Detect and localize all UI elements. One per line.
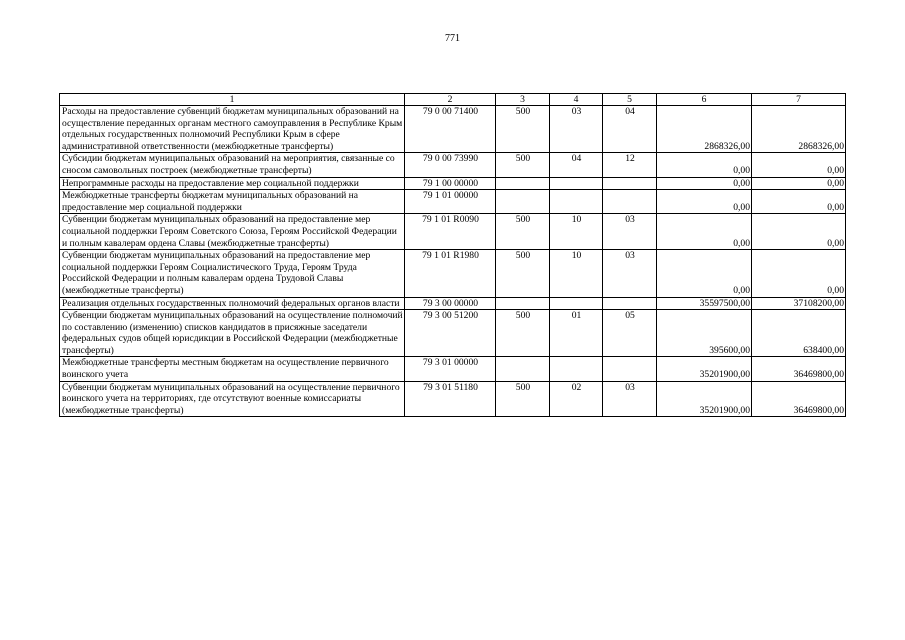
row-description: Субвенции бюджетам муниципальных образований на осуществление полномочий по составлению (изменению) списков кандидатов в присяжные заседатели федеральных судов общей юрисдикции в Российской Федерации (межбюджетные трансферты) — [60, 310, 405, 357]
table-row — [60, 310, 846, 357]
row-amount-year-2: 0,00 — [752, 214, 846, 250]
row-section: 10 — [550, 250, 603, 297]
row-amount-year-1: 0,00 — [657, 250, 752, 297]
row-description: Межбюджетные трансферты бюджетам муниципальных образований на предоставление мер социальной поддержки — [60, 190, 405, 214]
row-amount-year-2: 2868326,00 — [752, 106, 846, 153]
row-amount-year-1: 0,00 — [657, 153, 752, 177]
row-expense-type: 500 — [496, 214, 550, 250]
row-amount-year-2: 37108200,00 — [752, 297, 846, 310]
row-expense-type — [496, 177, 550, 190]
header-cell-1: 1 — [60, 94, 405, 106]
budget-table — [59, 93, 846, 417]
row-expense-type — [496, 190, 550, 214]
row-amount-year-2: 36469800,00 — [752, 381, 846, 417]
row-subsection: 03 — [603, 214, 657, 250]
row-target-code: 79 0 00 73990 — [405, 153, 496, 177]
row-subsection — [603, 190, 657, 214]
table-row — [60, 177, 846, 190]
row-section — [550, 357, 603, 381]
row-target-code: 79 1 01 00000 — [405, 190, 496, 214]
row-target-code: 79 1 01 R1980 — [405, 250, 496, 297]
table-row — [60, 297, 846, 310]
row-target-code: 79 3 01 00000 — [405, 357, 496, 381]
table-row — [60, 381, 846, 417]
table-row — [60, 357, 846, 381]
row-description: Субвенции бюджетам муниципальных образований на предоставление мер социальной поддержки Героям Социалистического Труда, Героям Труда Российской Федерации и полным кавалерам ордена Трудовой Славы (межбюджетные трансферты) — [60, 250, 405, 297]
row-target-code: 79 3 01 51180 — [405, 381, 496, 417]
row-section: 04 — [550, 153, 603, 177]
row-subsection: 03 — [603, 381, 657, 417]
row-expense-type: 500 — [496, 250, 550, 297]
table-row — [60, 250, 846, 297]
row-target-code: 79 3 00 51200 — [405, 310, 496, 357]
row-amount-year-1: 395600,00 — [657, 310, 752, 357]
header-cell-3: 3 — [496, 94, 550, 106]
row-section: 03 — [550, 106, 603, 153]
row-target-code: 79 1 01 R0090 — [405, 214, 496, 250]
row-expense-type: 500 — [496, 106, 550, 153]
header-cell-7: 7 — [752, 94, 846, 106]
row-description: Субвенции бюджетам муниципальных образований на предоставление мер социальной поддержки Героям Советского Союза, Героям Российской Федерации и полным кавалерам ордена Славы (межбюджетные трансферты) — [60, 214, 405, 250]
row-amount-year-2: 0,00 — [752, 190, 846, 214]
row-amount-year-1: 0,00 — [657, 177, 752, 190]
row-section — [550, 177, 603, 190]
row-amount-year-1: 0,00 — [657, 190, 752, 214]
table-row — [60, 190, 846, 214]
row-section — [550, 297, 603, 310]
row-description: Межбюджетные трансферты местным бюджетам на осуществление первичного воинского учета — [60, 357, 405, 381]
row-subsection: 03 — [603, 250, 657, 297]
row-amount-year-2: 36469800,00 — [752, 357, 846, 381]
table-header-row — [60, 94, 846, 106]
row-subsection: 05 — [603, 310, 657, 357]
row-amount-year-2: 638400,00 — [752, 310, 846, 357]
row-subsection: 04 — [603, 106, 657, 153]
row-expense-type — [496, 357, 550, 381]
row-amount-year-1: 35201900,00 — [657, 357, 752, 381]
row-expense-type: 500 — [496, 153, 550, 177]
row-description: Субвенции бюджетам муниципальных образований на осуществление первичного воинского учета на территориях, где отсутствуют военные комиссариаты (межбюджетные трансферты) — [60, 381, 405, 417]
row-section — [550, 190, 603, 214]
row-description: Непрограммные расходы на предоставление мер социальной поддержки — [60, 177, 405, 190]
row-amount-year-2: 0,00 — [752, 250, 846, 297]
header-cell-4: 4 — [550, 94, 603, 106]
row-amount-year-1: 35597500,00 — [657, 297, 752, 310]
header-cell-6: 6 — [657, 94, 752, 106]
table-row — [60, 214, 846, 250]
row-target-code: 79 3 00 00000 — [405, 297, 496, 310]
row-target-code: 79 0 00 71400 — [405, 106, 496, 153]
row-section: 02 — [550, 381, 603, 417]
row-target-code: 79 1 00 00000 — [405, 177, 496, 190]
row-subsection: 12 — [603, 153, 657, 177]
row-description: Расходы на предоставление субвенций бюджетам муниципальных образований на осуществление переданных органам местного самоуправления в Республике Крым отдельных государственных полномочий Республики Крым в сфере административной ответственности (межбюджетные трансферты) — [60, 106, 405, 153]
row-subsection — [603, 297, 657, 310]
row-section: 10 — [550, 214, 603, 250]
row-amount-year-2: 0,00 — [752, 153, 846, 177]
row-section: 01 — [550, 310, 603, 357]
row-subsection — [603, 357, 657, 381]
table-row — [60, 153, 846, 177]
row-expense-type — [496, 297, 550, 310]
header-cell-5: 5 — [603, 94, 657, 106]
page-number: 771 — [445, 33, 460, 44]
row-amount-year-1: 35201900,00 — [657, 381, 752, 417]
table-row — [60, 106, 846, 153]
row-amount-year-2: 0,00 — [752, 177, 846, 190]
row-expense-type: 500 — [496, 310, 550, 357]
header-cell-2: 2 — [405, 94, 496, 106]
row-expense-type: 500 — [496, 381, 550, 417]
row-amount-year-1: 2868326,00 — [657, 106, 752, 153]
row-subsection — [603, 177, 657, 190]
row-description: Реализация отдельных государственных полномочий федеральных органов власти — [60, 297, 405, 310]
row-amount-year-1: 0,00 — [657, 214, 752, 250]
row-description: Субсидии бюджетам муниципальных образований на мероприятия, связанные со сносом самовольных построек (межбюджетные трансферты) — [60, 153, 405, 177]
